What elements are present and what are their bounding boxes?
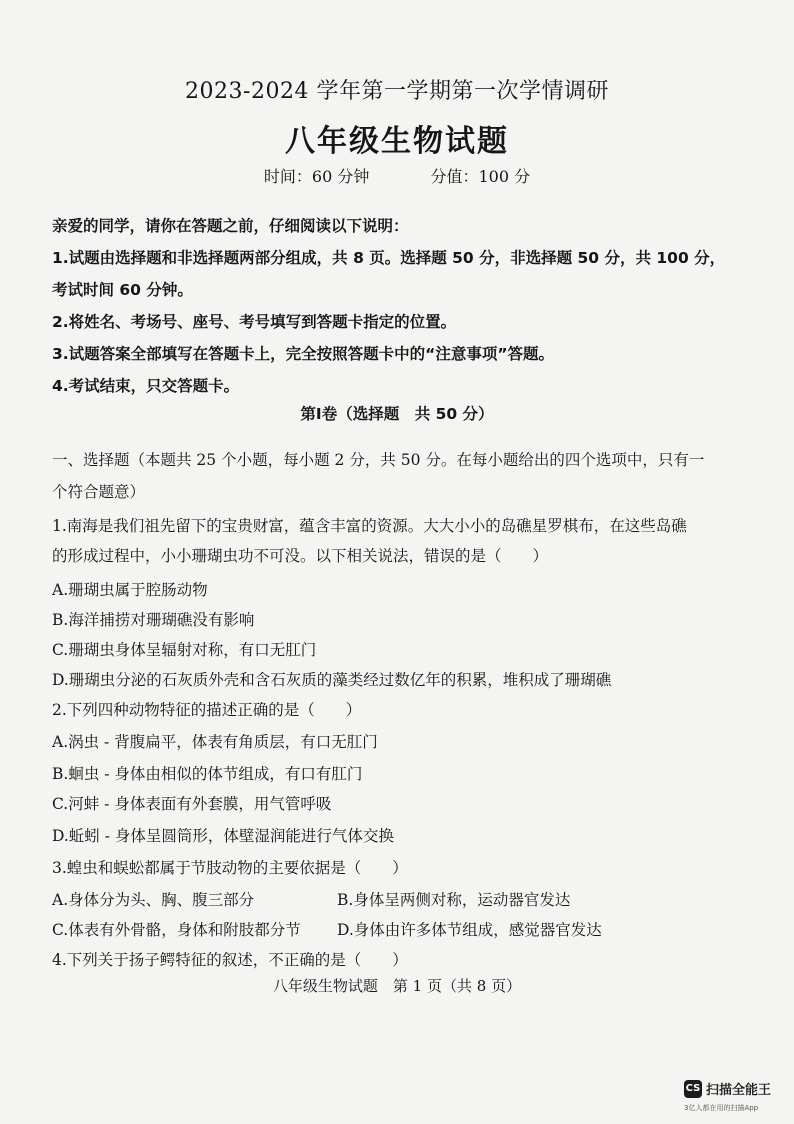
- question-2-option-b: B.蛔虫 - 身体由相似的体节组成，有口有肛门: [52, 765, 363, 783]
- part-heading-cont: 个符合题意）: [52, 483, 146, 501]
- part-heading: 一、选择题（本题共 25 个小题，每小题 2 分，共 50 分。在每小题给出的四个选项中，只有一: [52, 451, 705, 469]
- question-1-option-b: B.海洋捕捞对珊瑚礁没有影响: [52, 611, 255, 629]
- instructions-greeting: 亲爱的同学，请你在答题之前，仔细阅读以下说明：: [52, 217, 409, 235]
- section-title: 第Ⅰ卷（选择题 共 50 分）: [300, 405, 494, 423]
- scanner-watermark: [684, 1078, 794, 1118]
- scanner-app-name: 扫描全能王: [706, 1083, 772, 1098]
- instruction-item: 考试时间 60 分钟。: [52, 281, 193, 299]
- instruction-item: 1.试题由选择题和非选择题两部分组成，共 8 页。选择题 50 分，非选择题 50 分，共 100 分，: [52, 249, 726, 267]
- question-3-option-a: A.身体分为头、胸、腹三部分: [52, 891, 255, 909]
- question-3-option-c: C.体表有外骨骼，身体和附肢都分节: [52, 921, 301, 939]
- exam-score: 分值：100 分: [430, 167, 531, 186]
- instruction-item: 4.考试结束，只交答题卡。: [52, 377, 240, 395]
- question-3-stem: 3.蝗虫和蜈蚣都属于节肢动物的主要依据是（ ）: [52, 859, 408, 877]
- question-1-stem-cont: 的形成过程中，小小珊瑚虫功不可没。以下相关说法，错误的是（ ）: [52, 547, 549, 565]
- exam-title-subject: 八年级生物试题: [285, 124, 509, 159]
- page-footer: 八年级生物试题 第 1 页（共 8 页）: [272, 977, 522, 995]
- question-1-option-c: C.珊瑚虫身体呈辐射对称，有口无肛门: [52, 641, 317, 659]
- question-1-stem: 1.南海是我们祖先留下的宝贵财富，蕴含丰富的资源。大大小小的岛礁星罗棋布，在这些岛礁: [52, 517, 687, 535]
- exam-meta: [0, 164, 794, 187]
- instruction-item: 3.试题答案全部填写在答题卡上，完全按照答题卡中的“注意事项”答题。: [52, 345, 555, 363]
- exam-time: 时间：60 分钟: [263, 167, 370, 186]
- question-1-option-d: D.珊瑚虫分泌的石灰质外壳和含石灰质的藻类经过数亿年的积累，堆积成了珊瑚礁: [52, 671, 612, 689]
- question-4-stem: 4.下列关于扬子鳄特征的叙述，不正确的是（ ）: [52, 951, 408, 969]
- question-2-option-d: D.蚯蚓 - 身体呈圆筒形，体壁湿润能进行气体交换: [52, 827, 394, 845]
- question-1-option-a: A.珊瑚虫属于腔肠动物: [52, 581, 208, 599]
- exam-title-line1: 2023-2024 学年第一学期第一次学情调研: [185, 79, 609, 104]
- instruction-item: 2.将姓名、考场号、座号、考号填写到答题卡指定的位置。: [52, 313, 457, 331]
- question-3-option-d: D.身体由许多体节组成，感觉器官发达: [337, 921, 602, 939]
- question-3-option-b: B.身体呈两侧对称，运动器官发达: [337, 891, 571, 909]
- question-2-stem: 2.下列四种动物特征的描述正确的是（ ）: [52, 701, 362, 719]
- question-2-option-a: A.涡虫 - 背腹扁平，体表有角质层，有口无肛门: [52, 733, 378, 751]
- scanner-tagline: 3亿人都在用的扫描App: [684, 1104, 759, 1112]
- question-2-option-c: C.河蚌 - 身体表面有外套膜，用气管呼吸: [52, 795, 332, 813]
- scanner-logo-icon: CS: [684, 1080, 702, 1098]
